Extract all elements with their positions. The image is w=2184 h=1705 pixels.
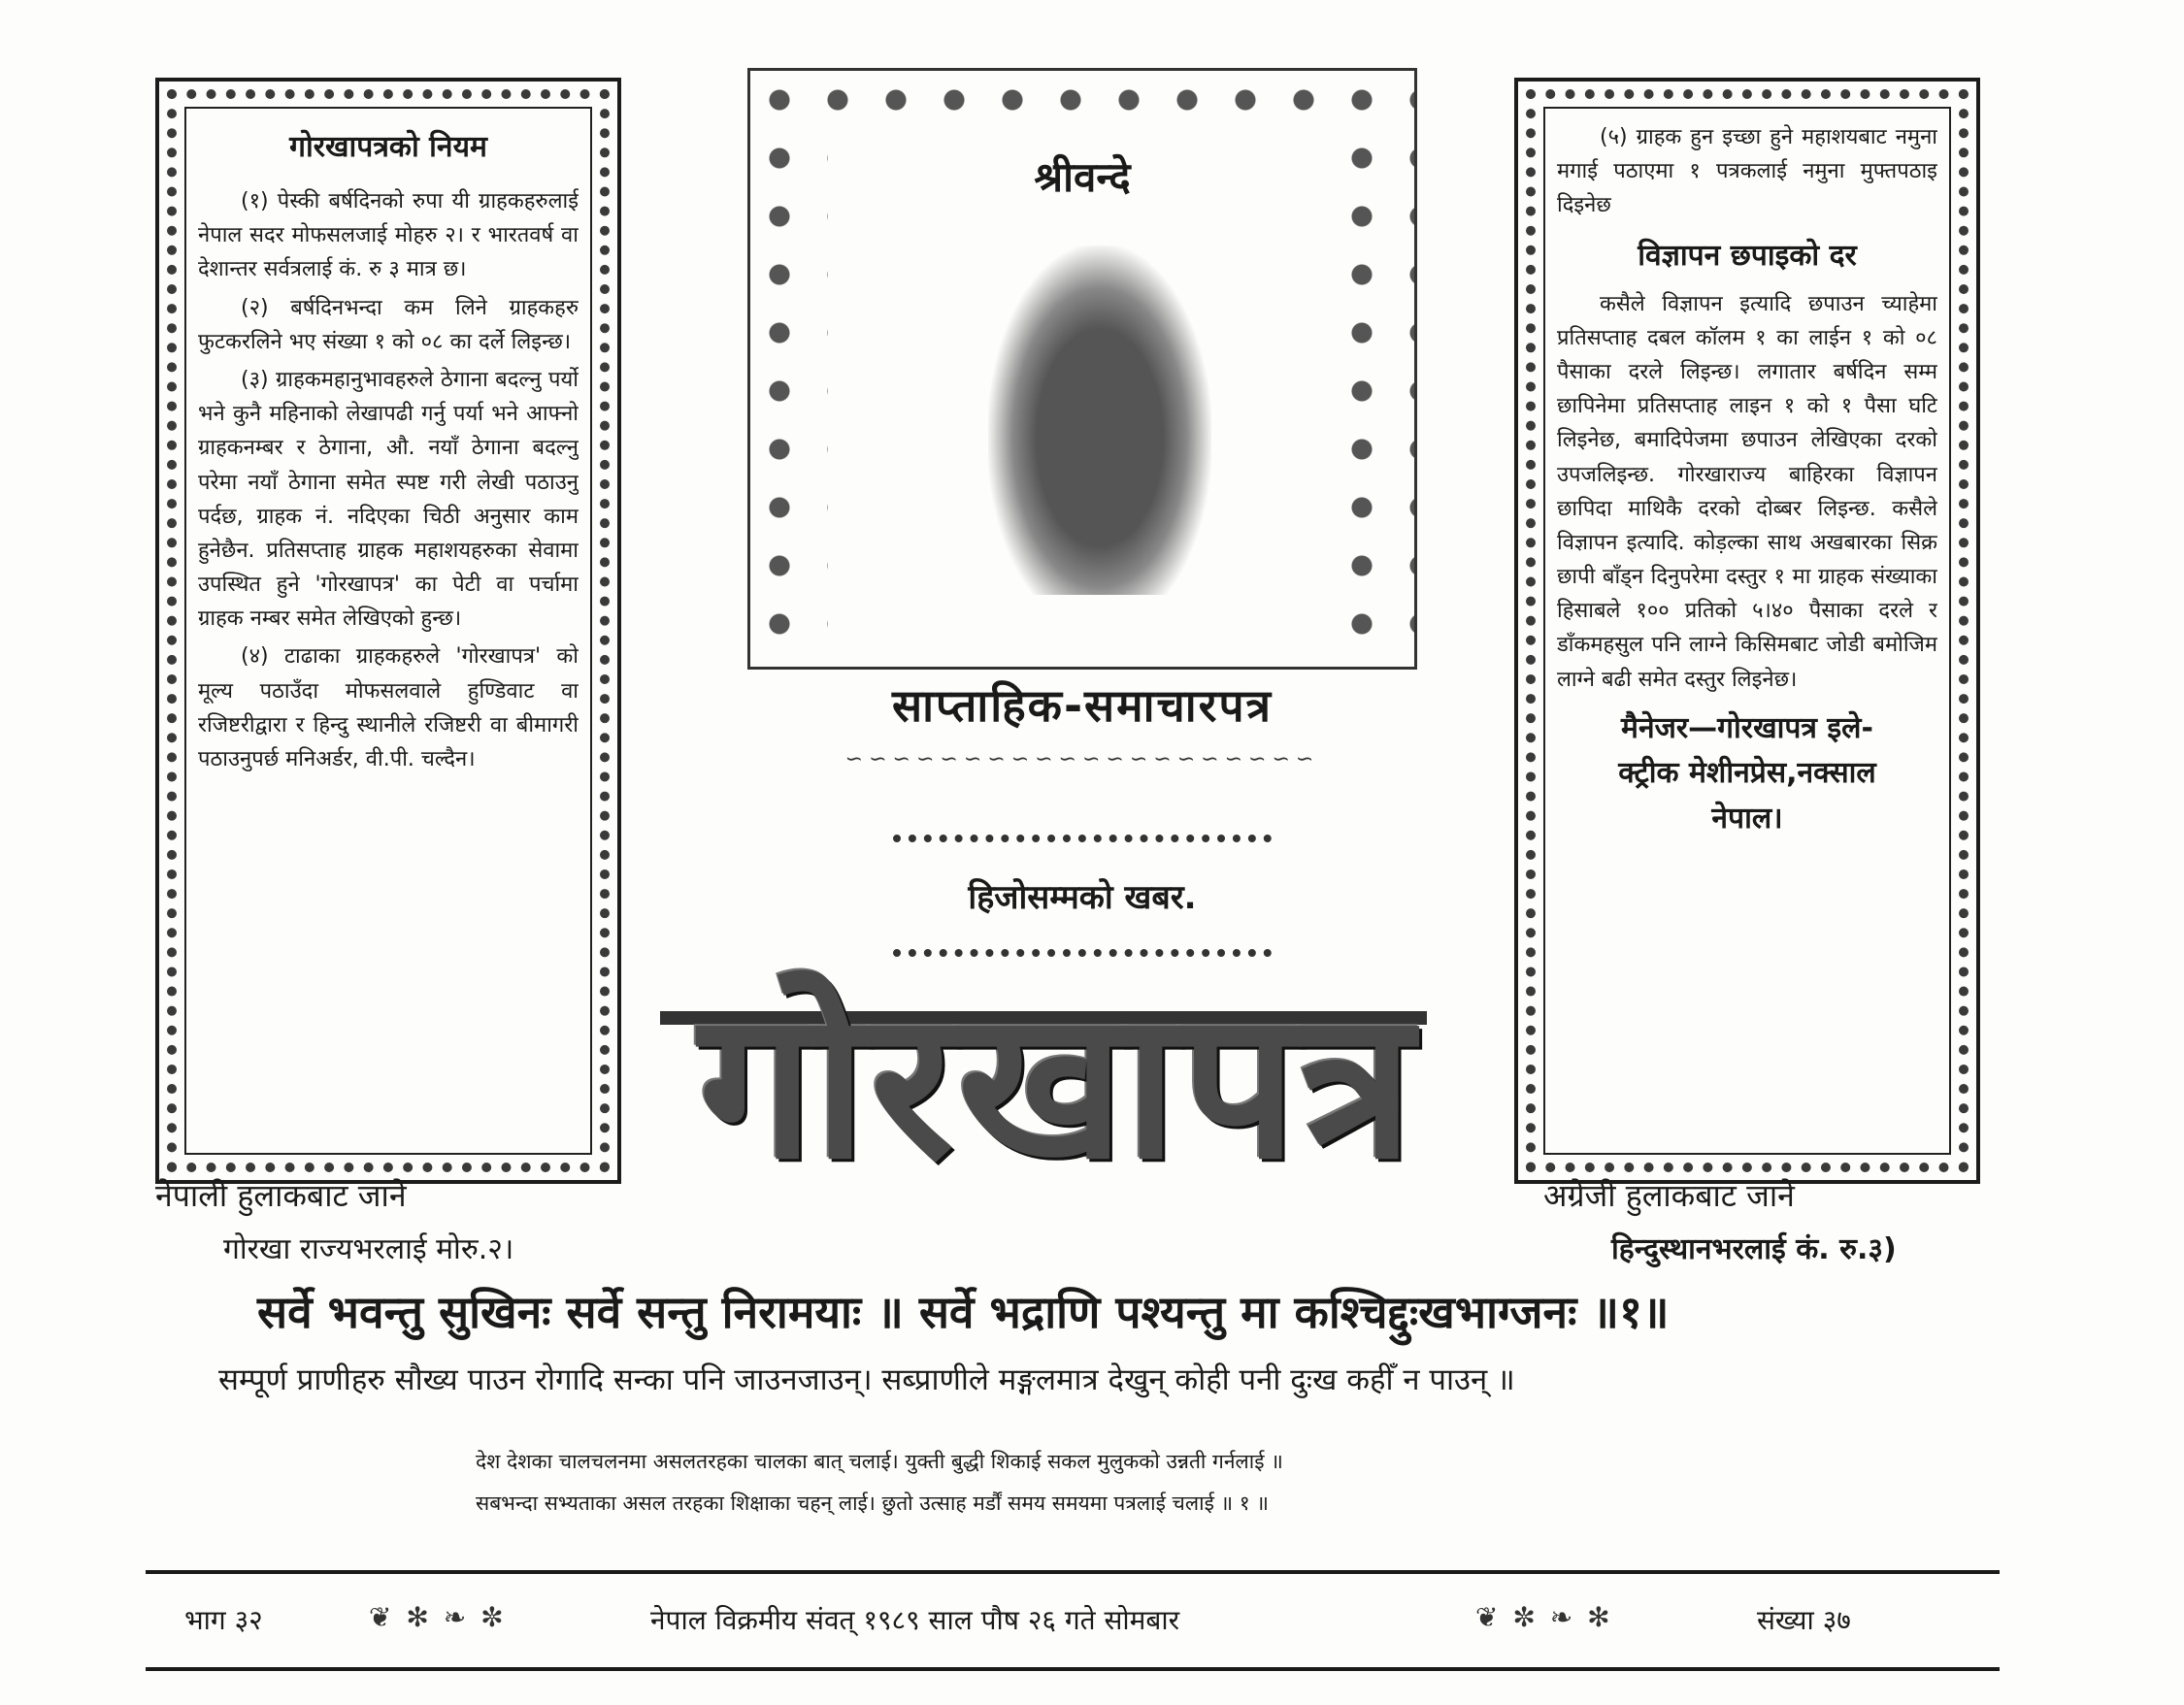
issue-date: नेपाल विक्रमीय संवत् १९८९ साल पौष २६ गते सोमबार [650,1604,1180,1636]
rule-1: (१) पेस्की बर्षदिनको रुपा यी ग्राहकहरुलाई नेपाल सदर मोफसलजाई मोहरु २। र भारतवर्ष वा देशान्तर सर्वत्रलाई कं. रु ३ मात्र छ। [198,189,579,282]
volume-number: भाग ३२ [184,1604,263,1636]
advertising-panel [1514,78,1980,1184]
manager-line-3: नेपाल। [1711,801,1783,836]
manager-address [1557,706,1937,842]
shloka-nepali-translation: सम्पूर्ण प्राणीहरु सौख्य पाउन रोगादि सन्का पनि जाउनजाउन्। सब्प्राणीले मङ्गलमात्र देखुन् कोही पनी दुःख कहीँ न पाउन् ॥ [218,1362,1515,1397]
center-column [747,68,1417,970]
footer-ornament-left: ❦ ✻ ❧ ✼ [369,1601,507,1633]
motto-line-1: देश देशका चालचलनमा असलतरहका चालका बात् चलाई। युक्ती बुद्धी शिकाई सकल मुलुकको उन्नती गर्नलाई ॥ [476,1450,1283,1473]
motto-line-2: सबभन्दा सभ्यताका असल तरहका शिक्षाका चहन् लाई। छुतो उत्साह मर्डौं समय समयमा पत्रलाई चलाई ॥ १ ॥ [476,1492,1269,1515]
advertising-panel-content [1557,120,1937,1141]
sample-copy-note: (५) ग्राहक हुन इच्छा हुने महाशयबाट नमुना मगाई पठाएमा १ पत्रकलाई नमुना मुफ्तपठाइ दिइनेछ [1557,125,1937,218]
rule-3: (३) ग्राहकमहानुभावहरुले ठेगाना बदल्नु पर्यो भने कुनै महिनाको लेखापढी गर्नु पर्या भने आफ्नो ग्राहकनम्बर र ठेगाना, औ. नयाँ ठेगाना बदल्नु परेमा नयाँ ठेगाना समेत स्पष्ट गरी लेखी पठाउनु पर्दछ, ग्राहक नं. नदिएका चिठी अनुसार काम हुनेछैन. प्रतिसप्ताह ग्राहक महाशयहरुका सेवामा उपस्थित हुने 'गोरखापत्र' का पेटी वा पर्चामा ग्राहक नम्बर समेत लेखिएको हुन्छ। [198,367,579,632]
footer-rule-top [146,1570,2000,1574]
deity-ornamental-frame [747,68,1417,670]
rules-title: गोरखापत्रको नियम [289,130,487,164]
rule-4: (४) टाढाका ग्राहकहरुले 'गोरखापत्र' को मूल्य पठाउँदा मोफसलवाले हुण्डिवाट वा रजिष्टरीद्वारा र हिन्दु स्थानीले रजिष्टरी वा बीमागरी पठाउनुपर्छ मनिअर्डर, वी.पी. चल्दैन। [198,644,579,771]
deity-frame-inner [828,129,1337,667]
rule-2: (२) बर्षदिनभन्दा कम लिने ग्राहकहरु फुटकरलिने भए संख्या १ को ०८ का दर्ले लिइन्छ। [198,295,579,354]
manager-line-1: मैनेजर—गोरखापत्र इले- [1621,710,1873,745]
rules-panel [155,78,621,1184]
rules-panel-content [198,120,579,1141]
english-postal-line-2: हिन्दुस्थानभरलाई कं. रु.३) [1611,1232,1897,1266]
news-till-yesterday-label: हिजोसम्मको खबर. [968,878,1197,917]
issue-number: संख्या ३७ [1757,1604,1851,1636]
ad-rates-text: कसैले विज्ञापन इत्यादि छपाउन च्याहेमा प्रतिसप्ताह दबल कॉलम १ का लाईन १ को ०८ पैसाका दरले लिइन्छ। लगातार बर्षदिन सम्म छापिनेमा प्रतिसप्ताह लाइन १ को १ पैसा घटि लिइनेछ, बमादिपेजमा छपाउन लेखिएका दरको उपजलिइन्छ. गोरखाराज्य बाहिरका विज्ञापन छापिदा माथिकै दरको दोब्बर लिइन्छ. कसैले विज्ञापन इत्यादि. कोड़ल्का साथ अखबारका सिक्र छापी बाँड्न दिनुपरेमा दस्तुर १ मा ग्राहक संख्याका हिसाबले १०० प्रतिको ५।४० पैसाका दरले र डाँकमहसुल पनि लाग्ने किसिमबाट जोडी बमोजिम लाग्ने बढी समेत दस्तुर लिइनेछ। [1557,291,1937,692]
ad-rates-title: विज्ञापन छपाइको दर [1638,238,1857,273]
footer-rule-bottom [146,1667,2000,1671]
shloka-sanskrit: सर्वे भवन्तु सुखिनः सर्वे सन्तु निरामयाः ॥ सर्वे भद्राणि पश्यन्तु मा कश्चिद्दुःखभाग्जनः ॥१॥ [257,1286,1670,1338]
english-postal-line-1: अंग्रेजी हुलाकबाट जाने [1543,1177,1795,1214]
vande-heading: श्रीवन्दे [1034,153,1131,201]
weekly-newspaper-heading: साप्ताहिक-समाचारपत्र [891,679,1274,732]
footer-ornament-right: ❦ ✼ ❧ ✻ [1475,1601,1613,1633]
nepal-postal-line-2: गोरखा राज्यभरलाई मोरु.२। [223,1232,514,1266]
masthead-title: गोरखापत्र [699,965,1417,1204]
issue-footer [146,1582,2000,1659]
deity-image [988,246,1211,595]
manager-line-2: क्ट्रीक मेशीनप्रेस,नक्साल [1618,756,1876,791]
ornament-flourish: ∽∽∽∽∽∽∽∽∽∽∽∽∽∽∽∽∽∽∽∽ [844,747,1320,771]
nepal-postal-line-1: नेपाली हुलाकबाट जाने [155,1177,407,1214]
